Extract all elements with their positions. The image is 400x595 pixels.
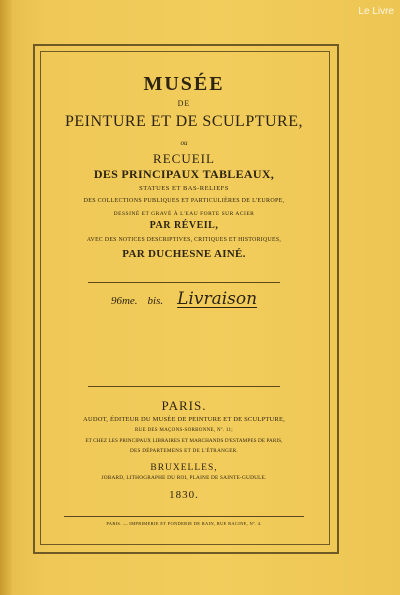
cover-collections: DES COLLECTIONS PUBLIQUES ET PARTICULIÈRES DE L'EUROPE, bbox=[83, 198, 285, 204]
cover-imprint: PARIS. — IMPRIMERIE ET FONDERIE DE RAIN, RUE RACINE, Nº. 4. bbox=[106, 521, 262, 526]
cover-booksellers: ET CHEZ LES PRINCIPAUX LIBRAIRES ET MARCHANDS D'ESTAMPES DE PARIS, bbox=[85, 438, 283, 444]
cover-departements: DES DÉPARTEMENS ET DE L'ÉTRANGER. bbox=[129, 448, 239, 454]
cover-notices: AVEC DES NOTICES DESCRIPTIVES, CRITIQUES ET HISTORIQUES, bbox=[86, 237, 282, 243]
cover-subtitle: PEINTURE ET DE SCULPTURE, bbox=[65, 113, 303, 130]
cover-jobard: JOBARD, LITHOGRAPHE DU ROI, PLAINE DE SAINTE-GUDULE. bbox=[101, 475, 267, 481]
cover-par-duchesne: PAR DUCHESNE AINÉ. bbox=[122, 248, 246, 260]
cover-publisher: AUDOT, ÉDITEUR DU MUSÉE DE PEINTURE ET DE SCULPTURE, bbox=[83, 416, 285, 423]
divider-bottom bbox=[88, 386, 280, 387]
cover-principaux-tableaux: DES PRINCIPAUX TABLEAUX, bbox=[93, 167, 275, 181]
cover-par-reveil: PAR RÉVEIL, bbox=[149, 220, 219, 231]
cover-bruxelles: BRUXELLES, bbox=[150, 463, 218, 473]
livraison-line bbox=[40, 289, 328, 309]
divider-top bbox=[88, 282, 280, 283]
cover-title: MUSÉE bbox=[143, 73, 225, 95]
livraison-word: Livraison bbox=[177, 289, 258, 309]
cover-city: PARIS. bbox=[161, 398, 207, 413]
divider-imprint bbox=[64, 516, 304, 517]
cover-publisher-address: RUE DES MAÇONS-SORBONNE, Nº. 11; bbox=[135, 428, 233, 433]
livraison-number: 96me. bbox=[110, 295, 138, 307]
cover-de: DE bbox=[177, 99, 191, 108]
cover-spine-edge bbox=[0, 0, 12, 595]
cover-content bbox=[40, 51, 328, 543]
cover-recueil: RECUEIL bbox=[153, 151, 215, 166]
cover-statues: STATUES ET BAS-RELIEFS bbox=[139, 185, 229, 192]
cover-ou: ou bbox=[180, 139, 188, 147]
watermark: Le Livre bbox=[358, 6, 394, 17]
cover-year: 1830. bbox=[169, 489, 199, 501]
livraison-bis: bis. bbox=[147, 295, 164, 307]
cover-dessine: DESSINÉ ET GRAVÉ À L'EAU FORTE SUR ACIER bbox=[113, 211, 255, 217]
